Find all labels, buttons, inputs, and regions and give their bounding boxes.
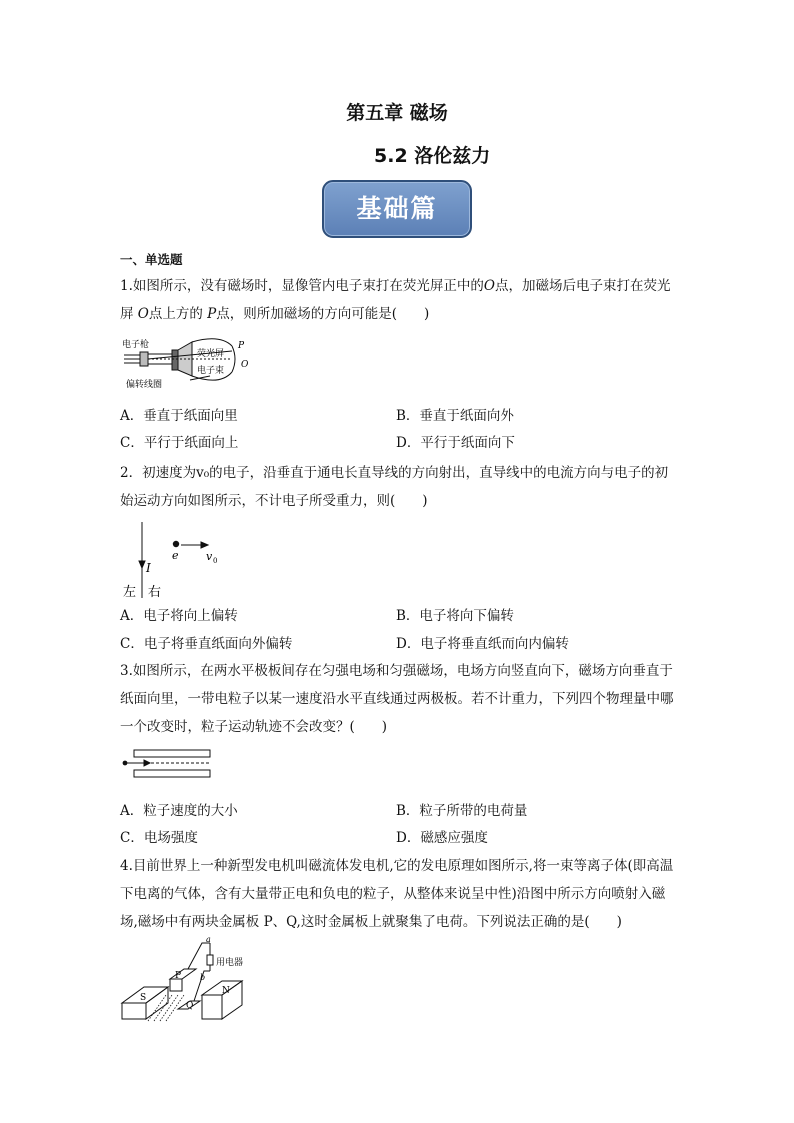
basic-level-badge: 基础篇 bbox=[322, 180, 472, 238]
question-2-text: 2．初速度为v₀的电子，沿垂直于通电长直导线的方向射出，直导线中的电流方向与电子的初始运动方向如图所示，不计电子所受重力，则( ) bbox=[120, 465, 669, 509]
svg-text:左: 左 bbox=[123, 585, 137, 600]
crt-figure bbox=[120, 336, 255, 391]
question-3-text: 3.如图所示，在两水平极板间存在匀强电场和匀强磁场，电场方向竖直向下，磁场方向垂直于纸面向里，一带电粒子以某一速度沿水平直线通过两极板。若不计重力，下列四个物理量中哪一个改变时，粒子运动轨迹不会改变？( ) bbox=[120, 663, 674, 735]
plates-figure bbox=[120, 746, 220, 782]
svg-text:b: b bbox=[200, 973, 206, 982]
q2-option-d[interactable]: D．电子将垂直纸而向内偏转 bbox=[396, 636, 569, 652]
q2-option-c[interactable]: C．电子将垂直纸面向外偏转 bbox=[120, 636, 293, 652]
label-beam: 电子束 bbox=[197, 366, 225, 376]
q2-option-b[interactable]: B．电子将向下偏转 bbox=[396, 608, 514, 624]
svg-text:v: v bbox=[206, 550, 213, 563]
label-electron-gun: 电子枪 bbox=[122, 340, 150, 350]
q2-option-a[interactable]: A．电子将向上偏转 bbox=[120, 608, 238, 624]
wire-figure bbox=[120, 518, 230, 600]
q1-option-b[interactable]: B．垂直于纸面向外 bbox=[396, 408, 514, 424]
q1-option-c[interactable]: C．平行于纸面向上 bbox=[120, 435, 239, 451]
chapter-title: 第五章 磁场 bbox=[346, 102, 448, 124]
q3-option-c[interactable]: C．电场强度 bbox=[120, 830, 198, 846]
label-screen: 荧光屏 bbox=[197, 349, 225, 359]
svg-text:0: 0 bbox=[213, 557, 218, 565]
question-1-text: 1.如图所示，没有磁场时，显像管内电子束打在荧光屏正中的O点，加磁场后电子束打在荧光屏 O点上方的 P点，则所加磁场的方向可能是( ) bbox=[120, 278, 671, 322]
label-p: P bbox=[238, 341, 245, 351]
q1-option-d[interactable]: D．平行于纸面向下 bbox=[396, 435, 515, 451]
svg-text:S: S bbox=[140, 993, 147, 1003]
mhd-generator-figure bbox=[118, 935, 248, 1023]
q1-option-a[interactable]: A．垂直于纸面向里 bbox=[120, 408, 238, 424]
particle-dot bbox=[123, 761, 128, 766]
section-label: 一、单选题 bbox=[120, 252, 183, 267]
svg-text:右: 右 bbox=[148, 585, 162, 600]
svg-text:I: I bbox=[146, 561, 151, 575]
label-device: 用电器 bbox=[216, 958, 244, 968]
svg-text:Q: Q bbox=[186, 1001, 194, 1011]
label-deflection-coil: 偏转线圈 bbox=[126, 380, 163, 390]
q3-option-b[interactable]: B．粒子所带的电荷量 bbox=[396, 803, 528, 819]
svg-text:P: P bbox=[175, 971, 182, 981]
electron-dot bbox=[173, 541, 179, 547]
section-title: 5.2 洛伦兹力 bbox=[374, 145, 491, 167]
svg-text:e: e bbox=[172, 549, 179, 562]
svg-text:a: a bbox=[206, 935, 211, 944]
label-o: O bbox=[241, 360, 249, 370]
q3-option-d[interactable]: D．磁感应强度 bbox=[396, 830, 488, 846]
svg-text:N: N bbox=[222, 986, 230, 996]
q3-option-a[interactable]: A．粒子速度的大小 bbox=[120, 803, 238, 819]
question-4-text: 4.目前世界上一种新型发电机叫磁流体发电机,它的发电原理如图所示,将一束等离子体(即高温下电离的气体，含有大量带正电和负电的粒子，从整体来说呈中性)沿图中所示方向喷射入磁场,磁场中有两块金属板 P、Q,这时金属板上就聚集了电荷。下列说法正确的是( ) bbox=[120, 858, 674, 930]
